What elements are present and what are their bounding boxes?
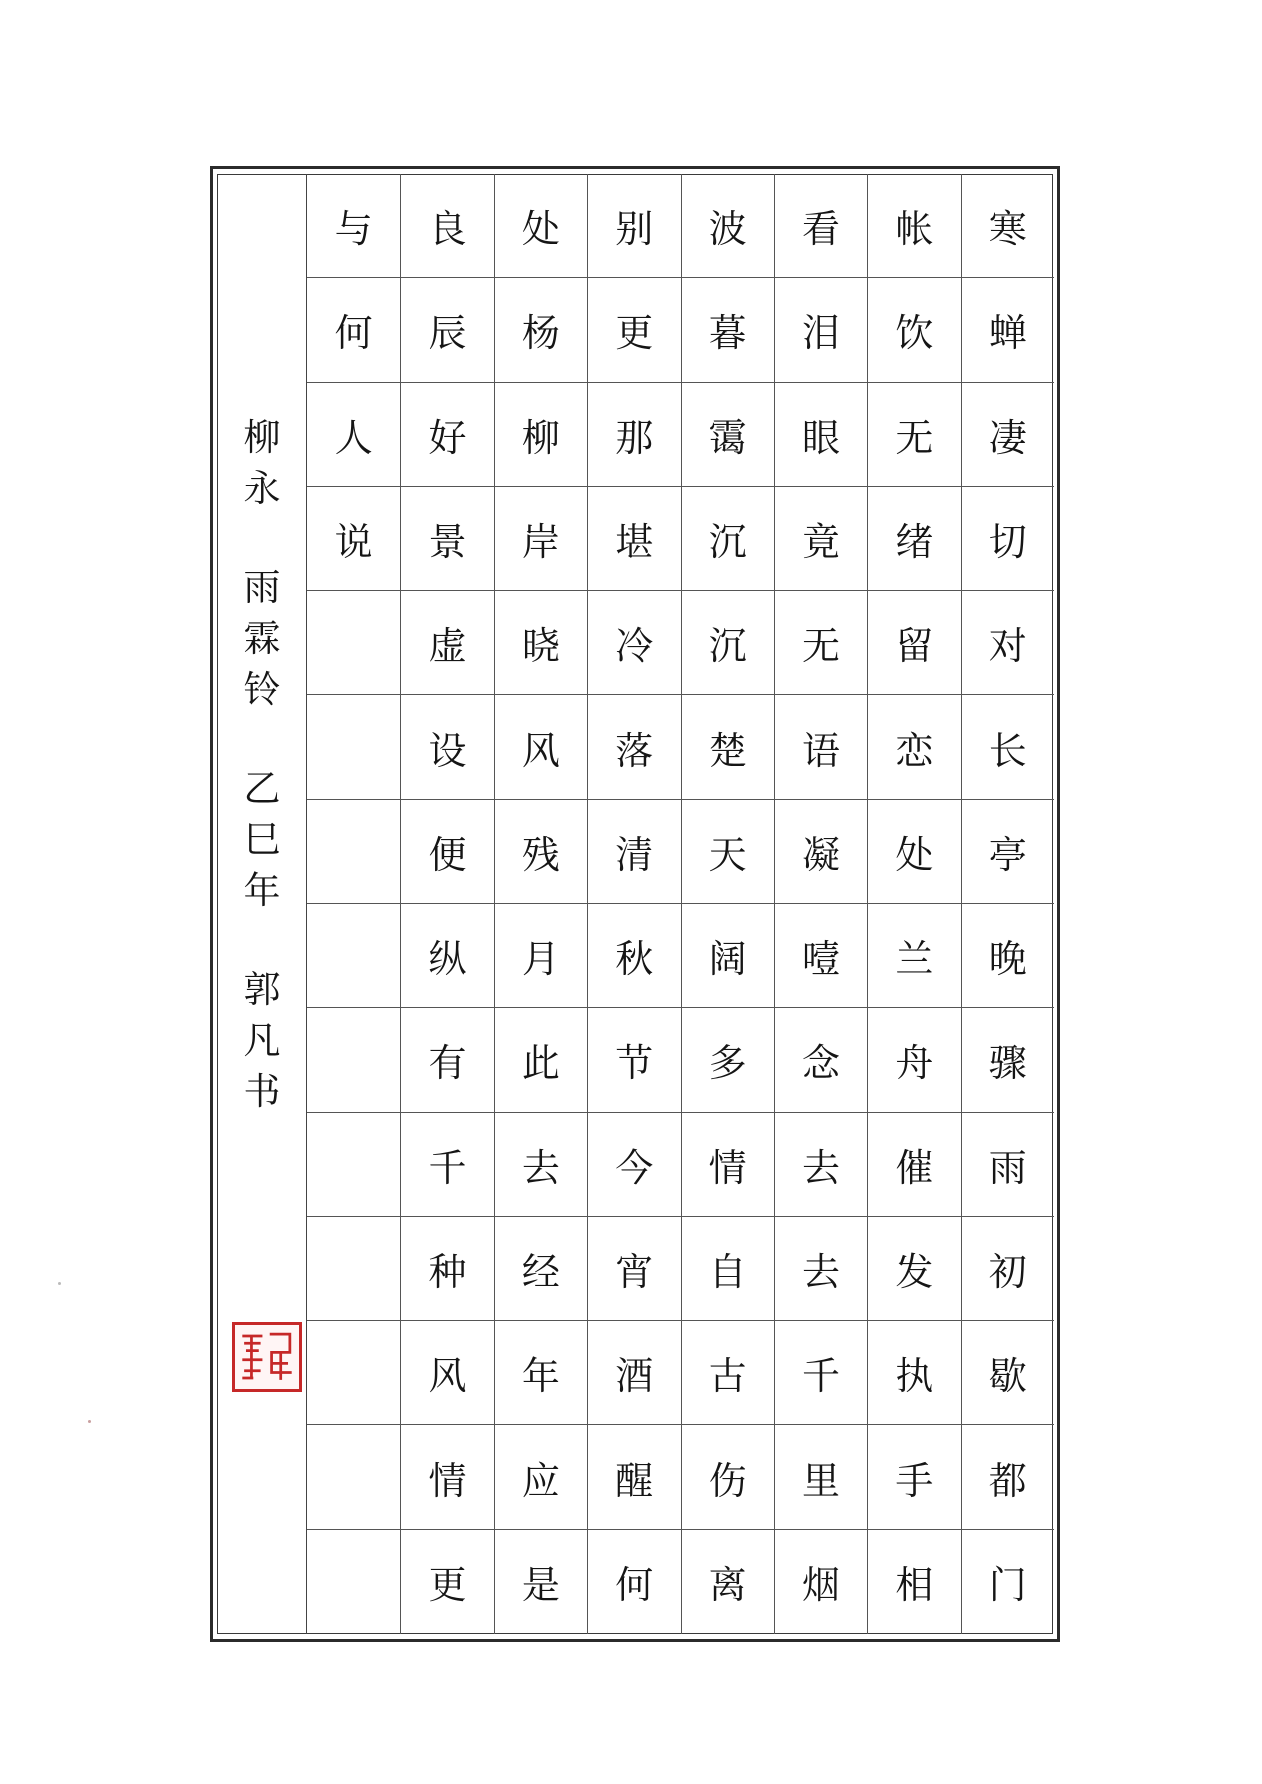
poem-character: 多 — [682, 1008, 774, 1112]
signature-character: 凡 — [243, 1019, 281, 1062]
poem-character: 清 — [588, 800, 680, 904]
poem-character: 月 — [495, 904, 587, 1008]
poem-character: 落 — [588, 695, 680, 799]
signature-line — [244, 756, 281, 923]
poem-character: 去 — [495, 1113, 587, 1217]
seal-icon — [235, 1325, 299, 1389]
poem-character: 天 — [682, 800, 774, 904]
poem-character: 处 — [868, 800, 960, 904]
poem-character: 岸 — [495, 487, 587, 591]
poem-character: 霭 — [682, 383, 774, 487]
poem-character: 兰 — [868, 904, 960, 1008]
poem-character: 发 — [868, 1217, 960, 1321]
poem-character: 冷 — [588, 591, 680, 695]
poem-character: 寒 — [962, 174, 1054, 278]
poem-character: 噎 — [775, 904, 867, 1008]
signature-character: 永 — [243, 467, 281, 510]
signature-character: 郭 — [243, 968, 281, 1011]
poem-character: 情 — [401, 1425, 493, 1529]
poem-character: 处 — [495, 174, 587, 278]
poem-column — [867, 174, 960, 1634]
poem-character: 节 — [588, 1008, 680, 1112]
poem-character: 应 — [495, 1425, 587, 1529]
poem-character: 宵 — [588, 1217, 680, 1321]
poem-character: 设 — [401, 695, 493, 799]
poem-character: 语 — [775, 695, 867, 799]
poem-character: 景 — [401, 487, 493, 591]
poem-character: 舟 — [868, 1008, 960, 1112]
signature-line — [244, 957, 281, 1124]
poem-character: 帐 — [868, 174, 960, 278]
signature-character: 乙 — [243, 767, 281, 810]
poem-character: 千 — [401, 1113, 493, 1217]
poem-character: 晓 — [495, 591, 587, 695]
poem-character: 留 — [868, 591, 960, 695]
poem-character: 经 — [495, 1217, 587, 1321]
poem-character: 骤 — [962, 1008, 1054, 1112]
poem-character: 去 — [775, 1113, 867, 1217]
poem-character: 眼 — [775, 383, 867, 487]
poem-character: 阔 — [682, 904, 774, 1008]
poem-column — [400, 174, 493, 1634]
poem-character: 此 — [495, 1008, 587, 1112]
signature-column — [232, 405, 292, 1124]
poem-character — [307, 800, 400, 904]
poem-character: 念 — [775, 1008, 867, 1112]
poem-character: 辰 — [401, 278, 493, 382]
poem-character: 长 — [962, 695, 1054, 799]
seal-stamp — [232, 1322, 302, 1392]
poem-character: 酒 — [588, 1321, 680, 1425]
poem-column — [587, 174, 680, 1634]
poem-character: 柳 — [495, 383, 587, 487]
poem-character — [307, 1321, 400, 1425]
poem-character: 无 — [868, 383, 960, 487]
poem-character: 情 — [682, 1113, 774, 1217]
poem-character: 虚 — [401, 591, 493, 695]
poem-character: 沉 — [682, 591, 774, 695]
signature-character: 年 — [243, 869, 281, 912]
poem-character: 好 — [401, 383, 493, 487]
poem-character: 醒 — [588, 1425, 680, 1529]
poem-character: 波 — [682, 174, 774, 278]
poem-column — [494, 174, 587, 1634]
poem-character: 杨 — [495, 278, 587, 382]
poem-character: 与 — [307, 174, 400, 278]
poem-character: 种 — [401, 1217, 493, 1321]
poem-character: 去 — [775, 1217, 867, 1321]
signature-character: 巳 — [243, 818, 281, 861]
signature-character: 铃 — [243, 668, 281, 711]
poem-character: 秋 — [588, 904, 680, 1008]
poem-character: 亭 — [962, 800, 1054, 904]
poem-character — [307, 591, 400, 695]
poem-character: 伤 — [682, 1425, 774, 1529]
poem-character: 歇 — [962, 1321, 1054, 1425]
poem-character: 何 — [615, 1563, 654, 1608]
poem-character: 门 — [988, 1563, 1027, 1608]
poem-character: 人 — [307, 383, 400, 487]
poem-character: 暮 — [682, 278, 774, 382]
poem-character: 烟 — [802, 1563, 841, 1608]
poem-character: 凄 — [962, 383, 1054, 487]
poem-character: 千 — [775, 1321, 867, 1425]
paper-speck — [88, 1420, 91, 1423]
poem-character: 都 — [962, 1425, 1054, 1529]
poem-character: 自 — [682, 1217, 774, 1321]
poem-character: 泪 — [775, 278, 867, 382]
signature-line — [244, 555, 281, 722]
poem-character: 别 — [588, 174, 680, 278]
poem-character — [307, 1008, 400, 1112]
poem-character: 更 — [588, 278, 680, 382]
poem-character — [307, 695, 400, 799]
poem-character: 古 — [682, 1321, 774, 1425]
poem-character — [307, 1113, 400, 1217]
poem-grid — [306, 174, 1053, 1634]
poem-character — [307, 1530, 400, 1634]
poem-character: 饮 — [868, 278, 960, 382]
poem-character — [307, 1217, 400, 1321]
poem-character: 说 — [307, 487, 400, 591]
poem-character: 年 — [495, 1321, 587, 1425]
poem-character: 凝 — [775, 800, 867, 904]
poem-character: 风 — [495, 695, 587, 799]
poem-character: 何 — [307, 278, 400, 382]
poem-column — [961, 174, 1054, 1634]
signature-line — [244, 405, 281, 521]
poem-character: 沉 — [682, 487, 774, 591]
poem-character: 楚 — [682, 695, 774, 799]
poem-character: 便 — [401, 800, 493, 904]
signature-character: 书 — [243, 1070, 281, 1113]
poem-character: 更 — [428, 1563, 467, 1608]
poem-column — [307, 174, 400, 1634]
paper-speck — [58, 1282, 61, 1285]
poem-character: 手 — [868, 1425, 960, 1529]
poem-character: 是 — [521, 1563, 560, 1608]
poem-character: 残 — [495, 800, 587, 904]
poem-column — [774, 174, 867, 1634]
poem-character: 雨 — [962, 1113, 1054, 1217]
poem-character: 风 — [401, 1321, 493, 1425]
poem-character — [307, 1425, 400, 1529]
poem-character: 晚 — [962, 904, 1054, 1008]
poem-character: 催 — [868, 1113, 960, 1217]
poem-character: 看 — [775, 174, 867, 278]
poem-character: 蝉 — [962, 278, 1054, 382]
poem-character: 今 — [588, 1113, 680, 1217]
poem-character: 初 — [962, 1217, 1054, 1321]
poem-character: 绪 — [868, 487, 960, 591]
poem-character: 有 — [401, 1008, 493, 1112]
poem-character: 离 — [708, 1563, 747, 1608]
poem-character: 相 — [895, 1563, 934, 1608]
poem-character: 无 — [775, 591, 867, 695]
poem-column — [681, 174, 774, 1634]
poem-character — [307, 904, 400, 1008]
poem-character: 切 — [962, 487, 1054, 591]
poem-character: 竟 — [775, 487, 867, 591]
poem-character: 良 — [401, 174, 493, 278]
poem-character: 恋 — [868, 695, 960, 799]
poem-character: 那 — [588, 383, 680, 487]
poem-character: 对 — [962, 591, 1054, 695]
signature-character: 霖 — [243, 617, 281, 660]
poem-character: 纵 — [401, 904, 493, 1008]
poem-character: 执 — [868, 1321, 960, 1425]
poem-character: 堪 — [588, 487, 680, 591]
signature-character: 雨 — [243, 566, 281, 609]
poem-character: 里 — [775, 1425, 867, 1529]
signature-character: 柳 — [243, 416, 281, 459]
